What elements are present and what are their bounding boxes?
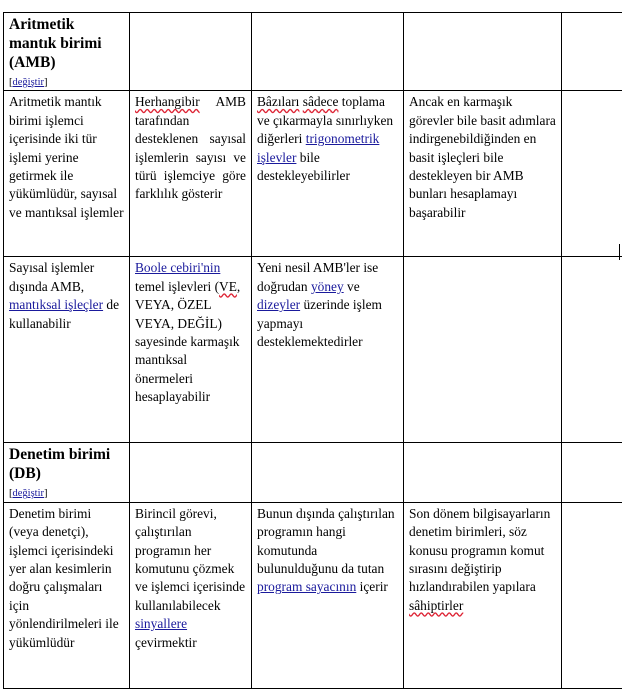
db-program-counter-cell: Bunun dışında çalıştırılan programın hangi komutunda bulunulduğunu da tutan program sayacının içerir [252, 502, 404, 688]
db-description-cell: Denetim birimi (veya denetçi), işlemci içerisindeki yer alan kesimlerin doğru çalışmaları için yönlendirilmeleri ile yükümlüdür [4, 502, 130, 688]
trigonometric-functions-link[interactable]: trigonometrik işlevler [257, 131, 379, 164]
signals-link[interactable]: sinyallere [135, 616, 187, 631]
amb-logic-cell: Sayısal işlemler dışında AMB, mantıksal işleçler de kullanabilir [4, 257, 130, 443]
empty-cell [404, 257, 562, 443]
empty-cell [562, 257, 622, 443]
db-primary-task-cell: Birincil görevi, çalıştırılan programın her komutunu çözmek ve işlemci içerisinde kullanılabilecek sinyallere çevirmektir [130, 502, 252, 688]
empty-cell [252, 443, 404, 502]
db-edit: [değiştir] [9, 488, 48, 499]
table-row [4, 257, 622, 443]
logical-operators-link[interactable]: mantıksal işleçler [9, 297, 103, 312]
empty-cell [130, 443, 252, 502]
text-cursor [619, 244, 620, 260]
db-heading-cell [4, 443, 130, 502]
empty-cell [404, 443, 562, 502]
vector-link[interactable]: yöney [311, 279, 344, 294]
empty-cell [562, 91, 622, 257]
table-row [4, 91, 622, 257]
program-counter-link[interactable]: program sayacının [257, 579, 356, 594]
empty-cell [130, 13, 252, 91]
amb-numeric-ops-cell: Herhangibir AMB tarafından desteklenen sayısal işlemlerin sayısı ve türü işlemciye göre farklılık gösterir [130, 91, 252, 257]
table-row [4, 502, 622, 688]
empty-cell [562, 502, 622, 688]
amb-heading: Aritmetik mantık birimi (AMB) [9, 15, 124, 72]
empty-cell [562, 443, 622, 502]
empty-cell [252, 13, 404, 91]
boolean-algebra-link[interactable]: Boole cebiri'nin [135, 260, 220, 275]
empty-cell [404, 13, 562, 91]
amb-some-ops-cell: Bâzıları sâdece toplama ve çıkarmayla sınırlıyken diğerleri trigonometrik işlevler bile destekleyebilirler [252, 91, 404, 257]
table-row [4, 443, 622, 502]
db-heading: Denetim birimi (DB) [9, 445, 124, 483]
content-table [3, 12, 622, 689]
db-edit-link[interactable]: değiştir [13, 488, 45, 499]
amb-edit: [değiştir] [9, 77, 48, 88]
empty-cell [562, 13, 622, 91]
db-modern-units-cell: Son dönem bilgisayarların denetim birimleri, söz konusu programın komut sırasını değiştirip hızlandırabilen yapılara sâhiptirler [404, 502, 562, 688]
matrix-link[interactable]: dizeyler [257, 297, 300, 312]
amb-description-cell: Aritmetik mantık birimi işlemci içerisinde iki tür işlemi yerine getirmek ile yükümlüdür, sayısal ve mantıksal işlemler [4, 91, 130, 257]
table-row [4, 13, 622, 91]
amb-complex-tasks-cell: Ancak en karmaşık görevler bile basit adımlara indirgenebildiğinden en basit işleçleri bile destekleyen bir AMB bunları hesaplamayı başarabilir [404, 91, 562, 257]
amb-boole-cell: Boole cebiri'nin temel işlevleri (VE, VEYA, ÖZEL VEYA, DEĞİL) sayesinde karmaşık mantıksal önermeleri hesaplayabilir [130, 257, 252, 443]
amb-heading-cell [4, 13, 130, 91]
amb-new-gen-cell: Yeni nesil AMB'ler ise doğrudan yöney ve dizeyler üzerinde işlem yapmayı desteklemektedirler [252, 257, 404, 443]
amb-edit-link[interactable]: değiştir [13, 77, 45, 88]
